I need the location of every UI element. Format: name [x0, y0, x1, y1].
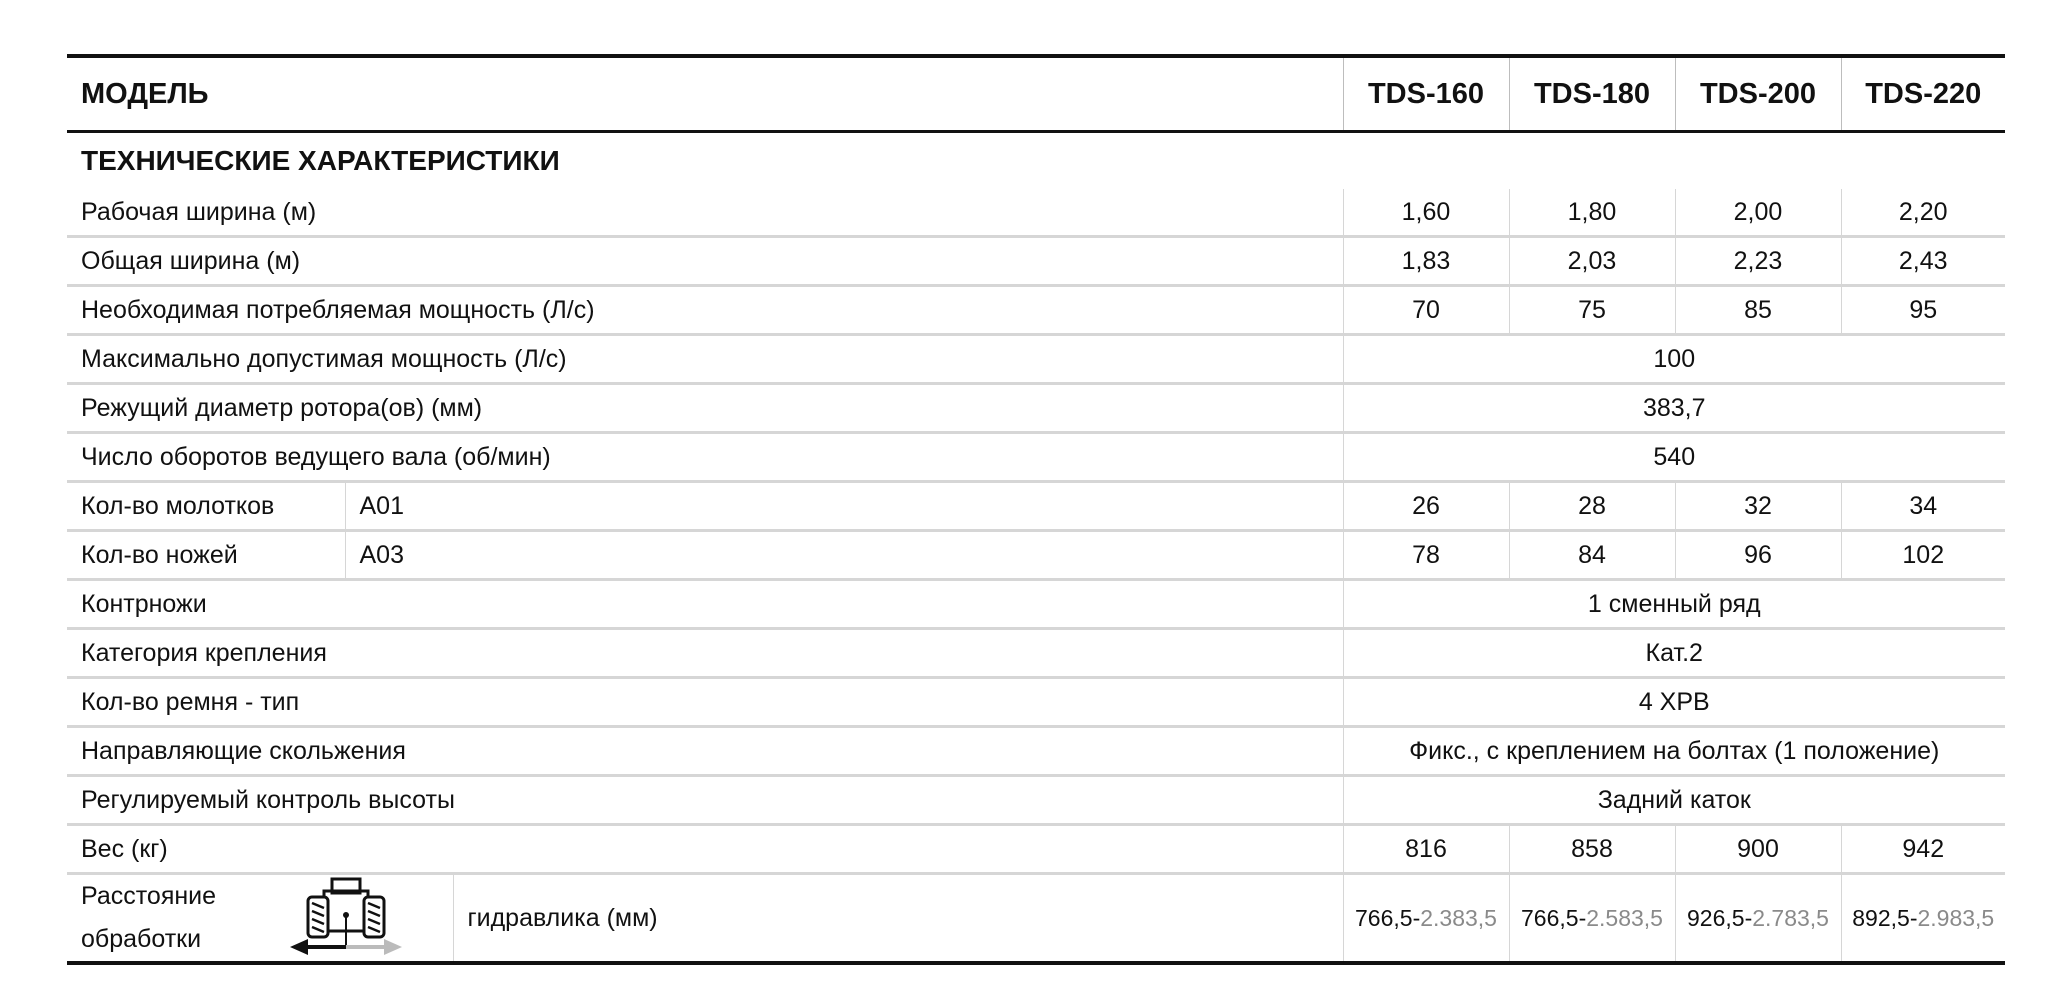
model-name: TDS-220: [1841, 56, 2005, 132]
spec-value-merged: Задний каток: [1343, 776, 2005, 825]
spec-label: Контрножи: [67, 580, 1343, 629]
spec-value: 34: [1841, 482, 2005, 531]
spec-value: 2,23: [1675, 237, 1841, 286]
spec-label: Категория крепления: [67, 629, 1343, 678]
spec-value: 900: [1675, 825, 1841, 874]
distance-range-high: 2.583,5: [1586, 904, 1663, 931]
distance-range: [1343, 874, 1509, 964]
tractor-offset-icon: [286, 875, 406, 975]
spec-value: 84: [1509, 531, 1675, 580]
spec-value: 858: [1509, 825, 1675, 874]
hydraulics-label: гидравлика (мм): [453, 874, 1343, 964]
spec-value-merged: Фикс., с креплением на болтах (1 положение): [1343, 727, 2005, 776]
section-row: [67, 132, 2005, 190]
spec-value-merged: Кат.2: [1343, 629, 2005, 678]
spec-row: [67, 189, 2005, 237]
distance-range-high: 2.383,5: [1420, 904, 1497, 931]
spec-value: 95: [1841, 286, 2005, 335]
spec-value: 1,83: [1343, 237, 1509, 286]
spec-row: [67, 678, 2005, 727]
spec-sub-label: A03: [345, 531, 1343, 580]
spec-value: 2,03: [1509, 237, 1675, 286]
spec-label: Регулируемый контроль высоты: [67, 776, 1343, 825]
spec-value: 75: [1509, 286, 1675, 335]
spec-row: [67, 286, 2005, 335]
spec-value: 70: [1343, 286, 1509, 335]
spec-value: 96: [1675, 531, 1841, 580]
spec-value: 102: [1841, 531, 2005, 580]
spec-label: Общая ширина (м): [67, 237, 1343, 286]
spec-label: Направляющие скольжения: [67, 727, 1343, 776]
spec-row: [67, 384, 2005, 433]
spec-value: 32: [1675, 482, 1841, 531]
spec-sub-label: A01: [345, 482, 1343, 531]
distance-range-low: 766,5-: [1521, 904, 1587, 931]
spec-label: Кол-во ремня - тип: [67, 678, 1343, 727]
spec-label: Рабочая ширина (м): [67, 189, 1343, 237]
spec-label: Вес (кг): [67, 825, 1343, 874]
distance-range-high: 2.783,5: [1752, 904, 1829, 931]
spec-label: Максимально допустимая мощность (Л/с): [67, 335, 1343, 384]
spec-row: [67, 237, 2005, 286]
distance-range: [1675, 874, 1841, 964]
spec-value-merged: 383,7: [1343, 384, 2005, 433]
distance-label: [81, 875, 453, 961]
spec-value-merged: 540: [1343, 433, 2005, 482]
spec-value: 2,43: [1841, 237, 2005, 286]
spec-row: [67, 727, 2005, 776]
spec-value-merged: 100: [1343, 335, 2005, 384]
spec-value: 85: [1675, 286, 1841, 335]
spec-label: Число оборотов ведущего вала (об/мин): [67, 433, 1343, 482]
model-name: TDS-160: [1343, 56, 1509, 132]
spec-row: [67, 335, 2005, 384]
spec-label: Кол-во ножей: [67, 531, 345, 580]
distance-label-line2: обработки: [81, 925, 202, 953]
spec-row: [67, 825, 2005, 874]
section-title: ТЕХНИЧЕСКИЕ ХАРАКТЕРИСТИКИ: [81, 145, 560, 176]
distance-range: [1841, 874, 2005, 964]
spec-table: [67, 54, 2005, 965]
spec-row: [67, 776, 2005, 825]
distance-label-line1: Расстояние: [81, 882, 217, 910]
distance-range-low: 892,5-: [1852, 904, 1918, 931]
spec-value: 26: [1343, 482, 1509, 531]
spec-row: [67, 629, 2005, 678]
spec-row: [67, 580, 2005, 629]
distance-label-cell: [67, 874, 453, 964]
spec-value: 816: [1343, 825, 1509, 874]
model-name: TDS-180: [1509, 56, 1675, 132]
spec-value: 1,80: [1509, 189, 1675, 237]
spec-value-merged: 4 XPB: [1343, 678, 2005, 727]
spec-value: 2,00: [1675, 189, 1841, 237]
distance-range-high: 2.983,5: [1917, 904, 1995, 931]
distance-range-low: 926,5-: [1687, 904, 1753, 931]
spec-value: 942: [1841, 825, 2005, 874]
spec-label: Режущий диаметр ротора(ов) (мм): [67, 384, 1343, 433]
spec-value-merged: 1 сменный ряд: [1343, 580, 2005, 629]
header-row: [67, 56, 2005, 132]
distance-range-low: 766,5-: [1355, 904, 1421, 931]
model-name: TDS-200: [1675, 56, 1841, 132]
spec-row: [67, 482, 2005, 531]
spec-value: 1,60: [1343, 189, 1509, 237]
spec-label: Кол-во молотков: [67, 482, 345, 531]
spec-row: [67, 433, 2005, 482]
distance-range: [1509, 874, 1675, 964]
model-header: МОДЕЛЬ: [67, 56, 1343, 132]
spec-value: 78: [1343, 531, 1509, 580]
spec-label: Необходимая потребляемая мощность (Л/с): [67, 286, 1343, 335]
spec-row: [67, 531, 2005, 580]
distance-row: [67, 874, 2005, 964]
spec-value: 28: [1509, 482, 1675, 531]
spec-value: 2,20: [1841, 189, 2005, 237]
